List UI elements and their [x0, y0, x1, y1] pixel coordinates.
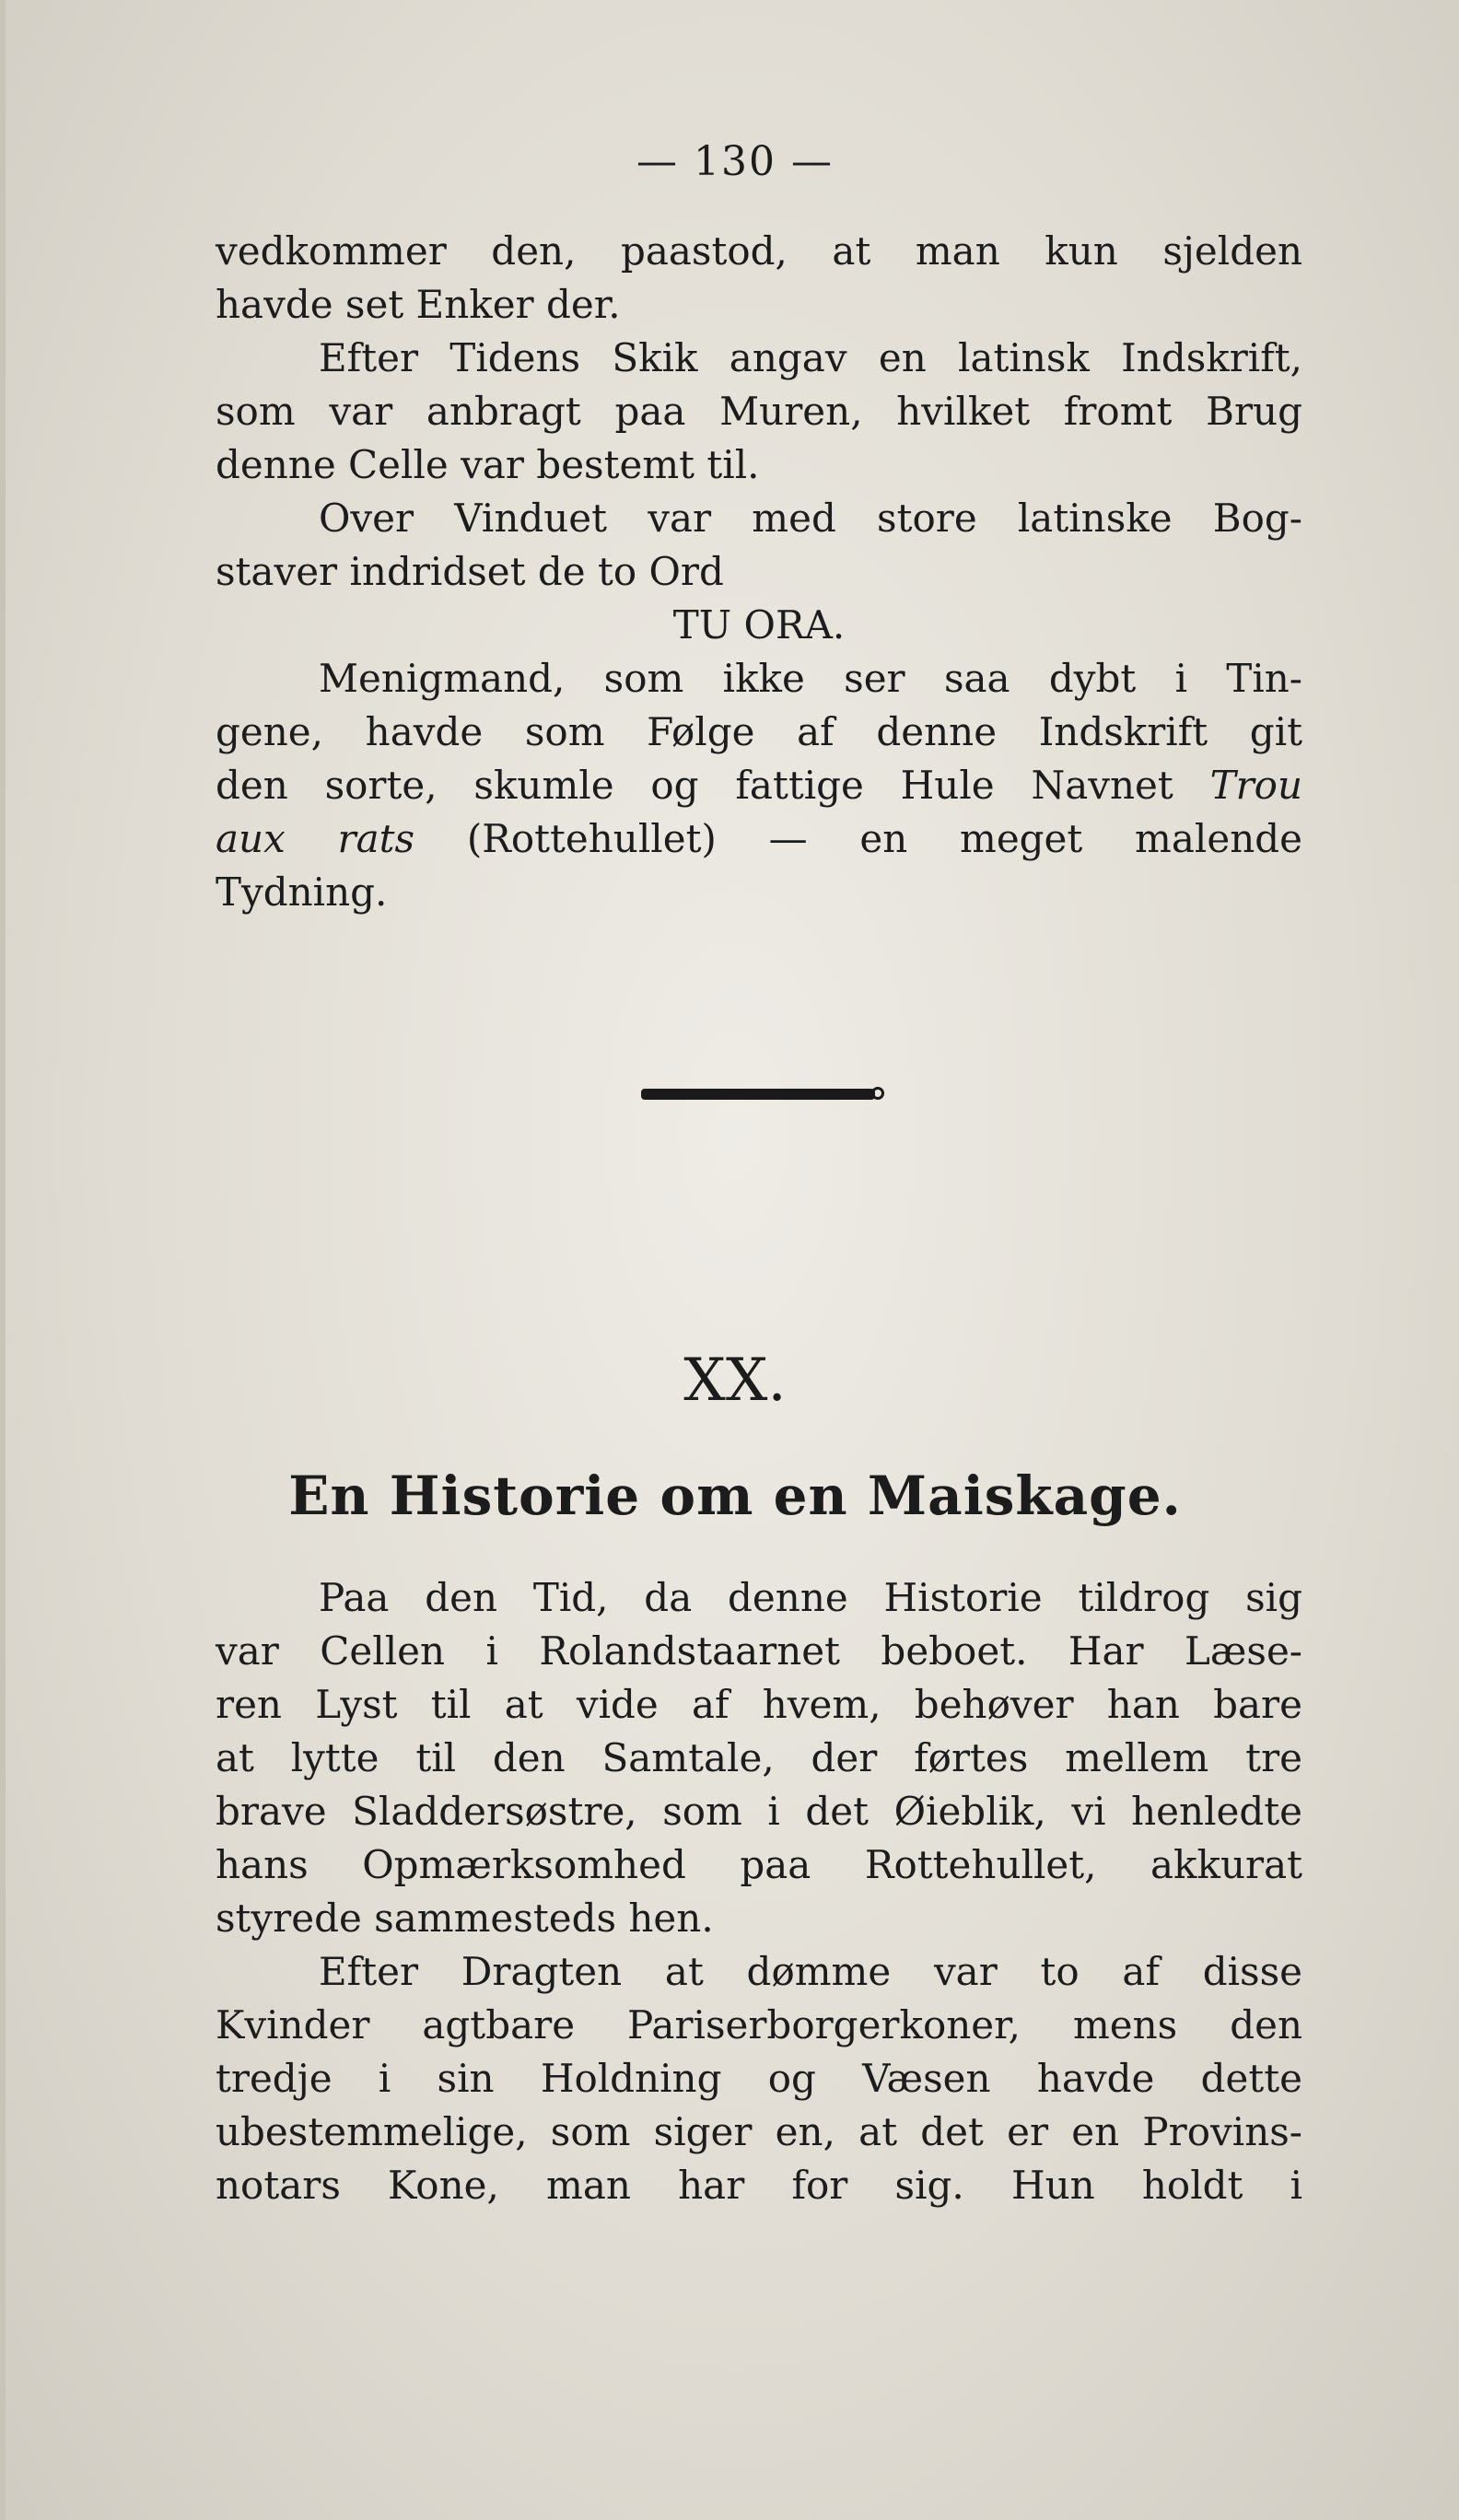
text-line: ubestemmelige, som siger en, at det er en Provins- — [216, 2109, 1302, 2154]
text-line: styrede sammesteds hen. — [216, 1896, 714, 1941]
text-span: (Rottehullet) — en meget malende — [466, 816, 1302, 861]
text-line: denne Celle var bestemt til. — [216, 442, 760, 487]
page-number: — 130 — — [636, 138, 834, 185]
text-span: den sorte, skumle og fattige Hule Navnet — [216, 763, 1173, 808]
text-line: gene, havde som Følge af denne Indskrift git — [216, 709, 1302, 754]
text-line — [216, 759, 1302, 812]
top-text-block — [216, 225, 1302, 919]
text-line: hans Opmærksomhed paa Rottehullet, akkurat — [216, 1842, 1302, 1887]
text-line: Efter Tidens Skik angav en latinsk Indskrift, — [319, 335, 1302, 380]
text-line: Menigmand, som ikke ser saa dybt i Tin- — [319, 656, 1302, 701]
text-line: som var anbragt paa Muren, hvilket fromt Brug — [216, 389, 1302, 434]
text-line: Efter Dragten at dømme var to af disse — [319, 1949, 1302, 1994]
text-line: havde set Enker der. — [216, 282, 621, 327]
text-line: Paa den Tid, da denne Historie tildrog sig — [319, 1575, 1302, 1620]
text-line: vedkommer den, paastod, at man kun sjelden — [216, 228, 1302, 274]
text-line: notars Kone, man har for sig. Hun holdt i — [216, 2163, 1302, 2208]
text-line — [216, 812, 1302, 866]
text-line: brave Sladdersøstre, som i det Øieblik, vi henledte — [216, 1789, 1302, 1834]
section-divider-ornament — [871, 1087, 884, 1100]
text-line: Over Vinduet var med store latinske Bog- — [319, 496, 1302, 541]
chapter-number: XX. — [683, 1347, 787, 1415]
bottom-text-block — [216, 1571, 1302, 2212]
text-line: tredje i sin Holdning og Væsen havde dette — [216, 2056, 1302, 2101]
text-line: Tydning. — [216, 869, 388, 915]
chapter-title: En Historie om en Maiskage. — [288, 1464, 1182, 1527]
section-divider-rule — [641, 1089, 875, 1100]
text-line: var Cellen i Rolandstaarnet beboet. Har Læse- — [216, 1628, 1302, 1674]
text-line: staver indridset de to Ord — [216, 549, 724, 594]
italic-term: Trou — [1209, 763, 1302, 808]
text-line: ren Lyst til at vide af hvem, behøver han bare — [216, 1682, 1302, 1727]
text-line: at lytte til den Samtale, der førtes mellem tre — [216, 1735, 1302, 1780]
text-line: Kvinder agtbare Pariserborgerkoner, mens den — [216, 2002, 1302, 2048]
inscription-line: TU ORA. — [672, 602, 846, 648]
italic-term: aux rats — [216, 816, 415, 861]
